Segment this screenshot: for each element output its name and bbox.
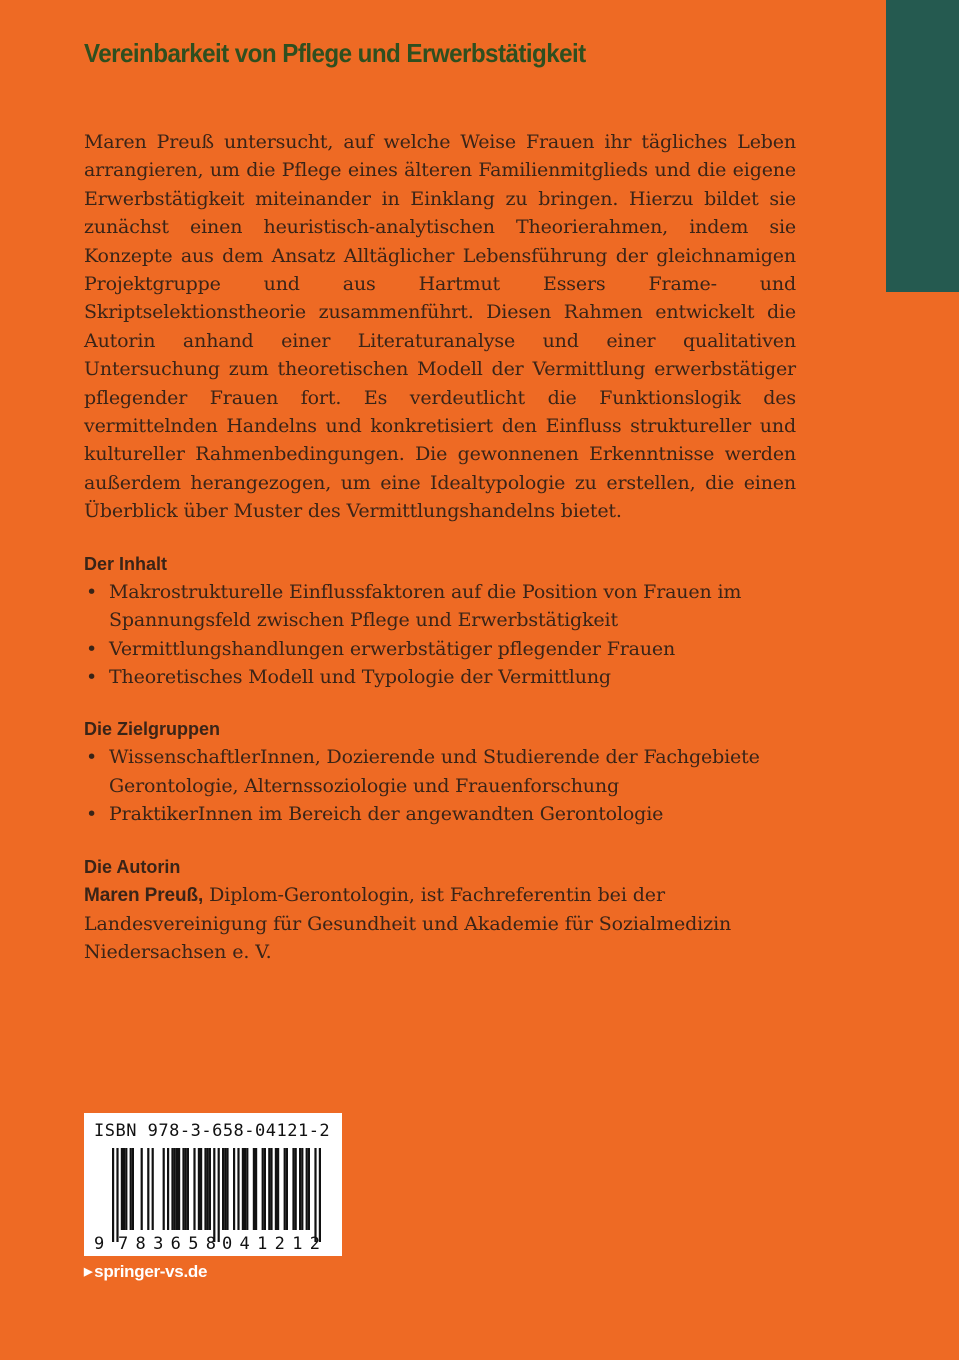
author-name: Maren Preuß,: [84, 884, 204, 906]
barcode-bar: [233, 1148, 235, 1230]
barcode-bar: [270, 1148, 272, 1230]
barcode-bar: [193, 1148, 195, 1230]
barcode-bar: [262, 1148, 264, 1230]
barcode-bar: [176, 1148, 178, 1230]
triangle-right-icon: ▶: [84, 1266, 93, 1278]
barcode-bar: [187, 1148, 189, 1230]
barcode-bar: [242, 1148, 244, 1230]
barcode-bar: [112, 1148, 114, 1242]
barcode-bar: [295, 1148, 297, 1230]
ean-first-digit: 9: [94, 1234, 105, 1253]
barcode-bar: [222, 1148, 224, 1230]
intro-paragraph: Maren Preuß untersucht, auf welche Weise Frauen ihr tägliches Leben arrangieren, um die Pflege eines älteren Familienmitglieds und die eigene Erwerbstätigkeit miteinander in Einklang zu bringen. Hierzu bildet sie zunächst einen heuristisch-analytischen Theorierahmen, indem sie Konzepte aus dem Ansatz Alltäglicher Lebensführung der gleichnamigen Projektgruppe und aus Hartmut Essers Frame- und Skriptselektionstheorie zusammenführt. Diesen Rahmen entwickelt die Autorin anhand einer Literaturanalyse und einer qualitativen Untersuchung zum theoretischen Modell der Vermittlung erwerbstätiger pflegender Frauen fort. Es verdeutlicht die Funktionslogik des vermittelnden Handelns und konkretisiert den Einfluss struktureller und kultureller Rahmenbedingungen. Die gewonnenen Erkenntnisse werden außerdem herangezogen, um eine Idealtypologie zu erstellen, die einen Überblick über Muster des Vermittlungshandelns bietet.: [84, 131, 796, 523]
barcode-bar: [301, 1148, 303, 1230]
back-cover-text: [84, 128, 796, 967]
green-corner-band: [886, 0, 959, 292]
barcode-bar: [255, 1148, 257, 1230]
barcode-bar: [178, 1148, 180, 1230]
barcode-bar: [141, 1148, 143, 1230]
barcode-bar: [123, 1148, 125, 1230]
barcode-bar: [198, 1148, 200, 1230]
list-item: • Makrostrukturelle Einflussfaktoren auf die Position von Frauen im Spannungsfeld zwischen Pflege und Erwerbstätigkeit: [84, 578, 796, 635]
barcode-bar: [286, 1148, 288, 1230]
barcode-bar: [174, 1148, 176, 1230]
barcode-bar: [319, 1148, 321, 1242]
barcode-bar: [182, 1148, 184, 1230]
barcode-bar: [308, 1148, 310, 1230]
barcode-bar: [116, 1148, 118, 1242]
barcode-bar: [207, 1148, 209, 1230]
barcode-bar: [237, 1148, 239, 1230]
barcode-bar: [284, 1148, 286, 1230]
barcode-bar: [275, 1148, 277, 1230]
list-item: • WissenschaftlerInnen, Dozierende und Studierende der Fachgebiete Gerontologie, Alternssoziologie und Frauenforschung: [84, 743, 796, 800]
barcode-bar: [200, 1148, 202, 1230]
publisher-site-text: springer-vs.de: [94, 1262, 208, 1281]
barcode-bar: [299, 1148, 301, 1230]
publisher-site[interactable]: [84, 1262, 207, 1282]
isbn-label: ISBN 978-3-658-04121-2: [94, 1121, 331, 1141]
ean-right-digits: 041212: [222, 1234, 320, 1253]
barcode-bar: [218, 1148, 220, 1242]
ean-left-digits: 783658: [118, 1234, 216, 1253]
barcode-bar: [209, 1148, 211, 1230]
heading-die-zielgruppen: Die Zielgruppen: [84, 719, 221, 740]
barcode-bar: [130, 1148, 132, 1230]
barcode-bar: [204, 1148, 206, 1230]
heading-die-autorin: Die Autorin: [84, 856, 181, 877]
inhalt-list: [84, 578, 796, 692]
barcode-bar: [167, 1148, 169, 1230]
barcode-bar: [314, 1148, 316, 1242]
heading-der-inhalt: Der Inhalt: [84, 553, 168, 574]
barcode-bar: [306, 1148, 308, 1230]
list-item: • PraktikerInnen im Bereich der angewandten Gerontologie: [84, 800, 796, 828]
barcode-bar: [244, 1148, 246, 1230]
barcode-graphic: [90, 1143, 336, 1253]
barcode-bar: [121, 1148, 123, 1230]
author-bio: [84, 881, 796, 967]
barcode-bar: [147, 1148, 149, 1230]
barcode-bar: [224, 1148, 226, 1230]
barcode-bar: [264, 1148, 266, 1230]
isbn-barcode: [84, 1113, 342, 1256]
barcode-bar: [226, 1148, 228, 1230]
barcode-bar: [185, 1148, 187, 1230]
author-description: Diplom-Gerontologin, ist Fachreferentin bei der Landesvereinigung für Gesundheit und Akademie für Sozialmedizin Niedersachsen e. V.: [84, 883, 732, 964]
book-title: Vereinbarkeit von Pflege und Erwerbstätigkeit: [84, 38, 586, 68]
barcode-bar: [253, 1148, 255, 1230]
barcode-bar: [213, 1148, 215, 1242]
barcode-bar: [163, 1148, 165, 1230]
barcode-bar: [132, 1148, 134, 1230]
barcode-bar: [246, 1148, 248, 1230]
barcode-bar: [277, 1148, 279, 1230]
zielgruppen-list: [84, 743, 796, 828]
barcode-bar: [152, 1148, 154, 1230]
list-item: • Theoretisches Modell und Typologie der Vermittlung: [84, 663, 796, 691]
barcode-bar: [125, 1148, 127, 1230]
barcode-bar: [171, 1148, 173, 1230]
list-item: • Vermittlungshandlungen erwerbstätiger pflegender Frauen: [84, 635, 796, 663]
barcode-bar: [292, 1148, 294, 1230]
barcode-bar: [268, 1148, 270, 1230]
